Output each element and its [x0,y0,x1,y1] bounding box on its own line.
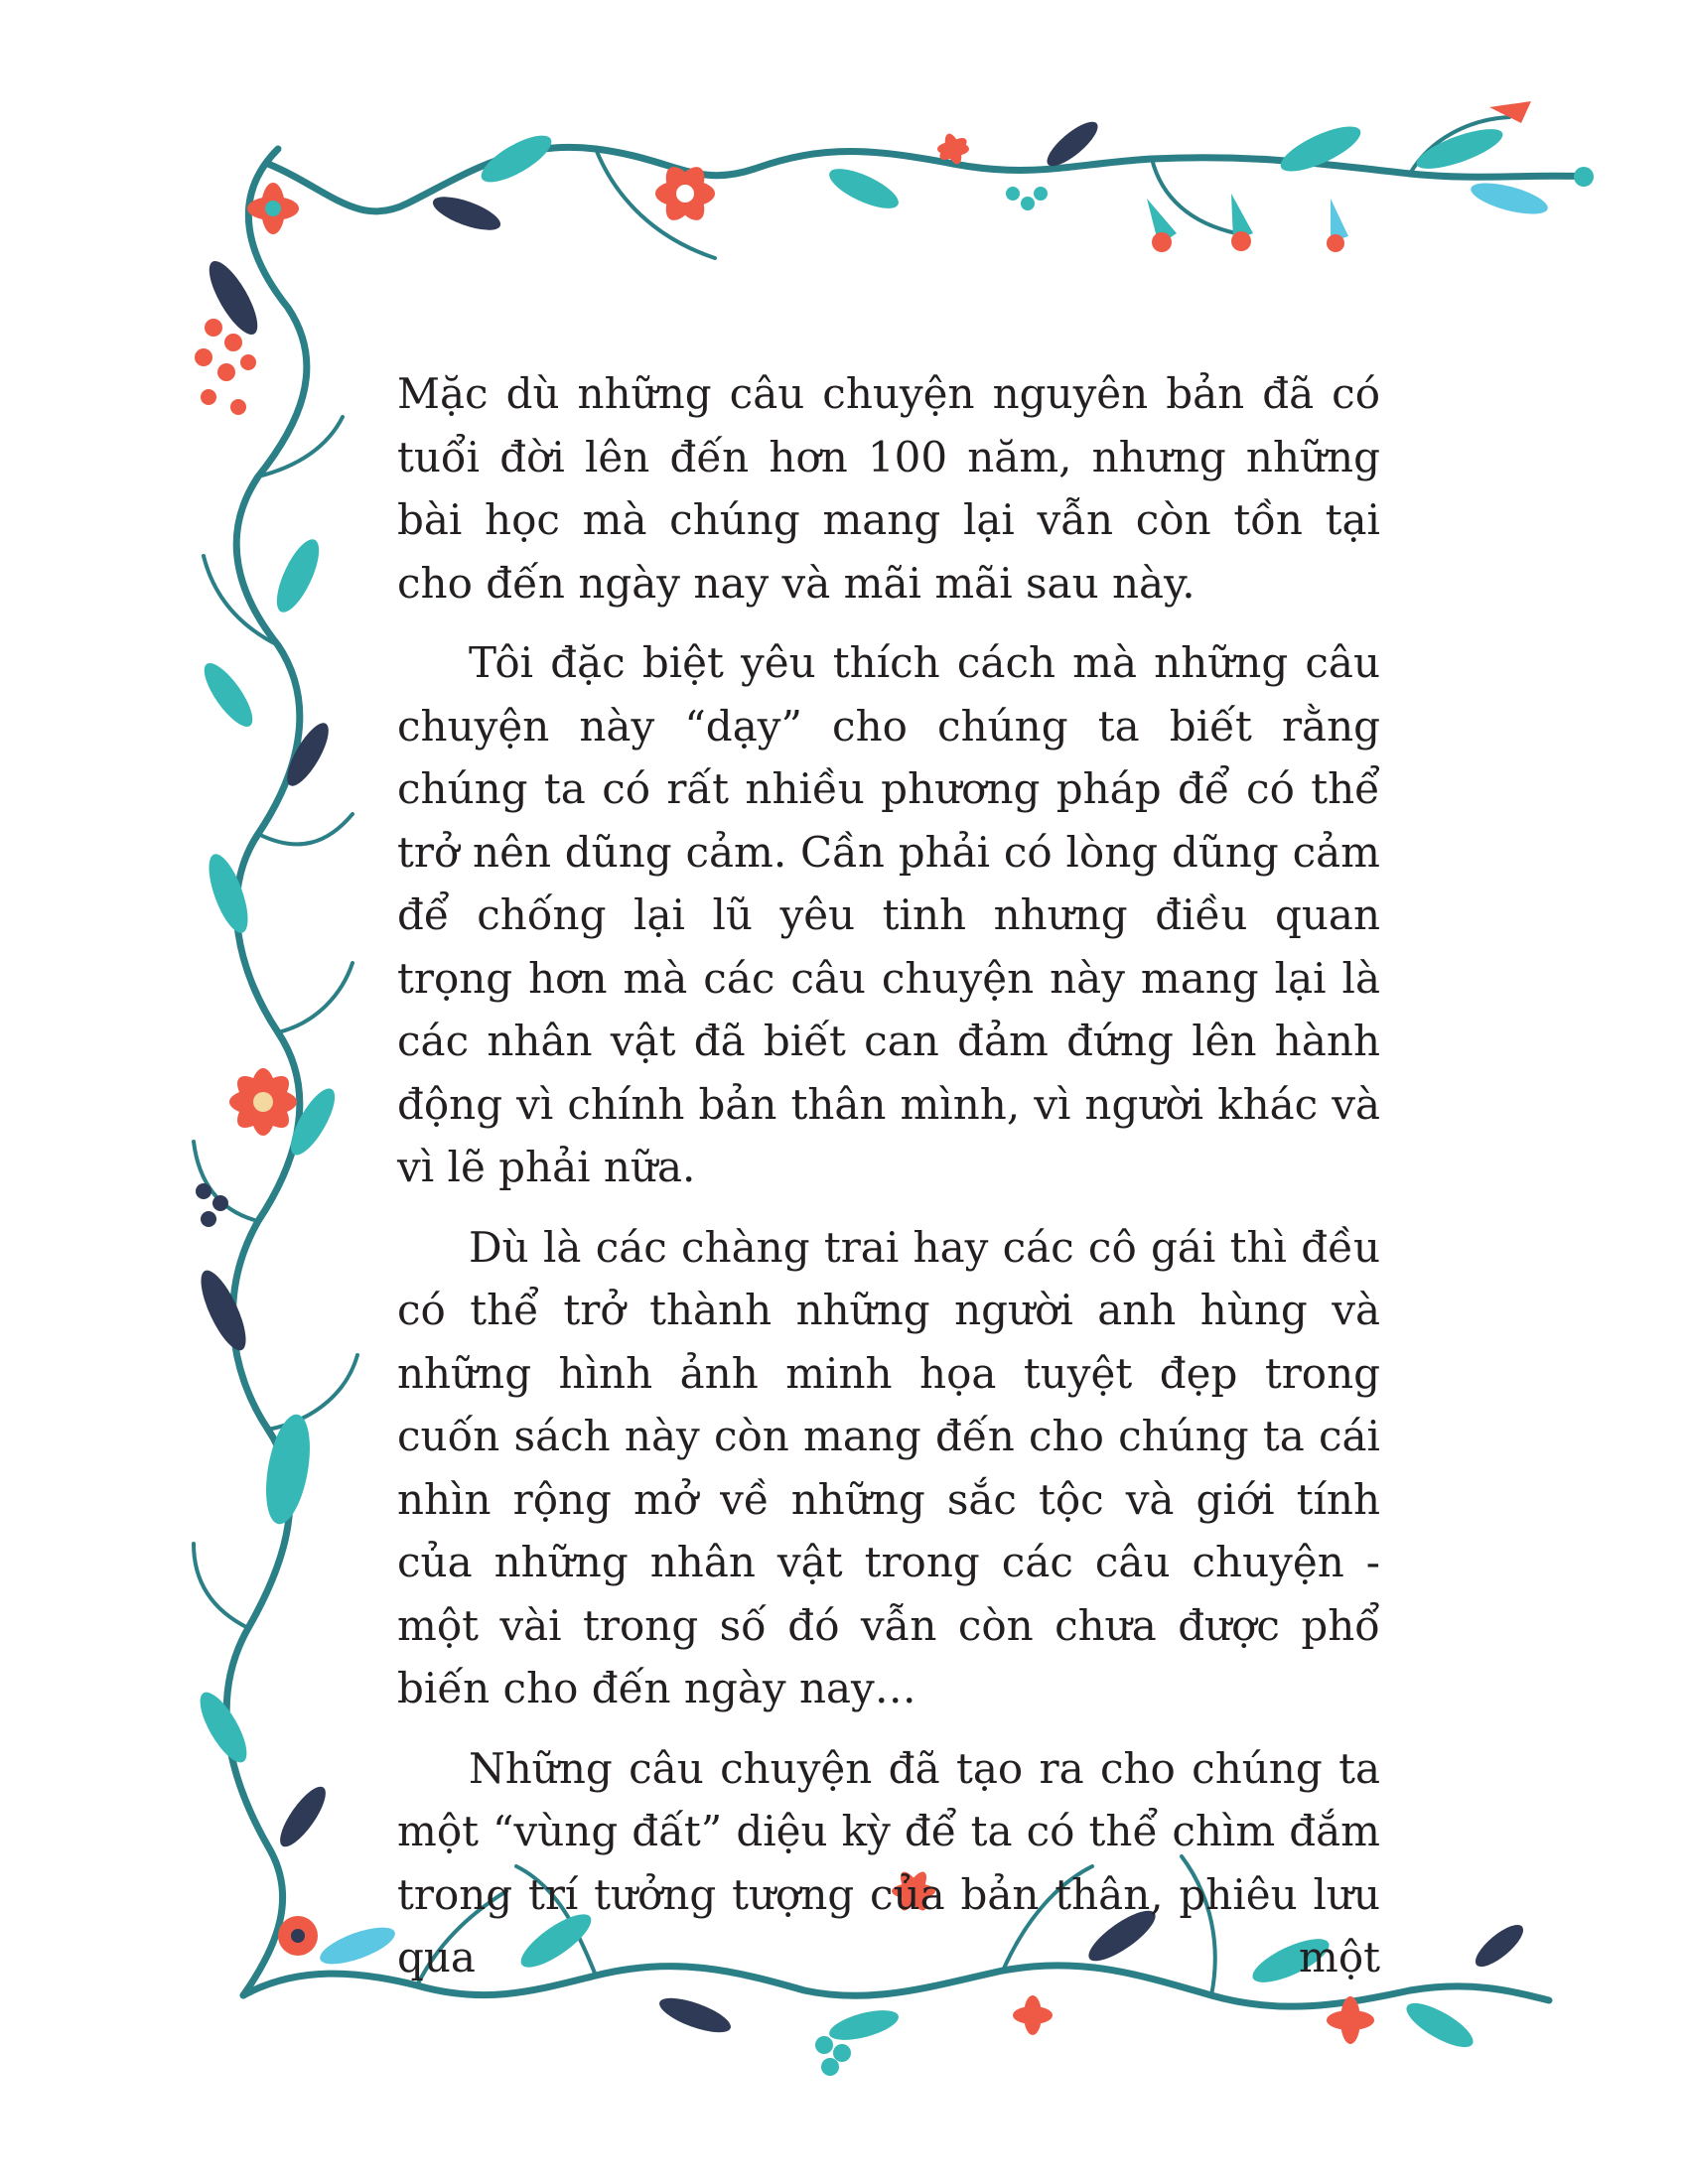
paragraph: Dù là các chàng trai hay các cô gái thì đều có thể trở thành những người anh hùng và những hình ảnh minh họa tuyệt đẹp trong cuốn sách này còn mang đến cho chúng ta cái nhìn rộng mở về những sắc tộc và giới tính của những nhân vật trong các câu chuyện - một vài trong số đó vẫn còn chưa được phổ biến cho đến ngày nay… [397,1222,1380,1712]
paragraph: Những câu chuyện đã tạo ra cho chúng ta một “vùng đất” diệu kỳ để ta có thể chìm đắm trong trí tưởng tượng của bản thân, phiêu lưu qua một [397,1743,1380,1981]
paragraph: Mặc dù những câu chuyện nguyên bản đã có tuổi đời lên đến hơn 100 năm, nhưng những bài học mà chúng mang lại vẫn còn tồn tại cho đến ngày nay và mãi mãi sau này. [397,369,1380,608]
paragraph: Tôi đặc biệt yêu thích cách mà những câu chuyện này “dạy” cho chúng ta biết rằng chúng ta có rất nhiều phương pháp để có thể trở nên dũng cảm. Cần phải có lòng dũng cảm để chống lại lũ yêu tinh nhưng điều quan trọng hơn mà các câu chuyện này mang lại là các nhân vật đã biết can đảm đứng lên hành động vì chính bản thân mình, vì người khác và vì lẽ phải nữa. [397,638,1380,1191]
body-text [397,362,1380,2006]
